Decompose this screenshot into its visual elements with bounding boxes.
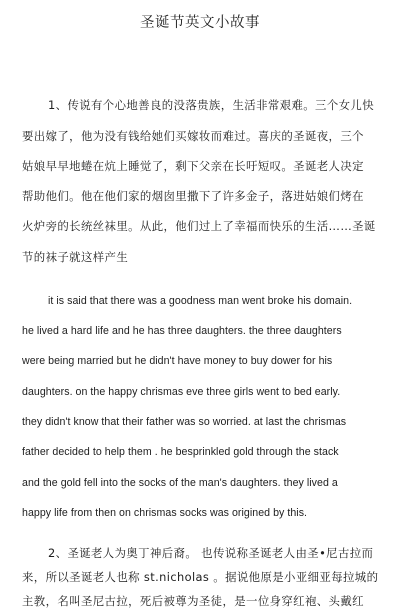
paragraph-1-line: 要出嫁了，他为没有钱给她们买嫁妆而难过。喜庆的圣诞夜，三个 bbox=[22, 129, 364, 143]
paragraph-2-line: father decided to help them . he besprinkled gold through the stack bbox=[22, 446, 339, 458]
paragraph-1-line: 火炉旁的长统丝袜里。从此，他们过上了幸福而快乐的生活……圣诞 bbox=[22, 219, 376, 233]
paragraph-2-line: were being married but he didn't have money to buy dower for his bbox=[22, 355, 333, 367]
paragraph-1-line: 1、传说有个心地善良的没落贵族，生活非常艰难。三个女儿快 bbox=[48, 98, 374, 112]
page-title: 圣诞节英文小故事 bbox=[140, 15, 260, 31]
paragraph-2-line: he lived a hard life and he has three daughters. the three daughters bbox=[22, 325, 342, 337]
paragraph-2-line: they didn't know that their father was so worried. at last the chrismas bbox=[22, 416, 347, 428]
paragraph-3-line: 主教，名叫圣尼古拉，死后被尊为圣徒，是一位身穿红袍、头戴红 bbox=[22, 594, 364, 608]
paragraph-2-line: and the gold fell into the socks of the man's daughters. they lived a bbox=[22, 477, 338, 489]
paragraph-3-line: 2、圣诞老人为奥丁神后裔。 也传说称圣诞老人由圣•尼古拉而 bbox=[48, 546, 374, 560]
paragraph-2-line: it is said that there was a goodness man went broke his domain. bbox=[48, 295, 353, 307]
paragraph-1-line: 节的袜子就这样产生 bbox=[22, 250, 129, 264]
paragraph-1-line: 姑娘早早地蜷在炕上睡觉了，剩下父亲在长吁短叹。圣诞老人决定 bbox=[22, 159, 364, 173]
paragraph-2-line: happy life from then on chrismas socks was origined by this. bbox=[22, 507, 308, 519]
paragraph-1-line: 帮助他们。他在他们家的烟囱里撒下了许多金子，落进姑娘们烤在 bbox=[22, 189, 364, 203]
paragraph-2-line: daughters. on the happy chrismas eve three girls went to bed early. bbox=[22, 386, 341, 398]
paragraph-3-line: 来，所以圣诞老人也称 st.nicholas 。据说他原是小亚细亚每拉城的 bbox=[22, 570, 379, 584]
